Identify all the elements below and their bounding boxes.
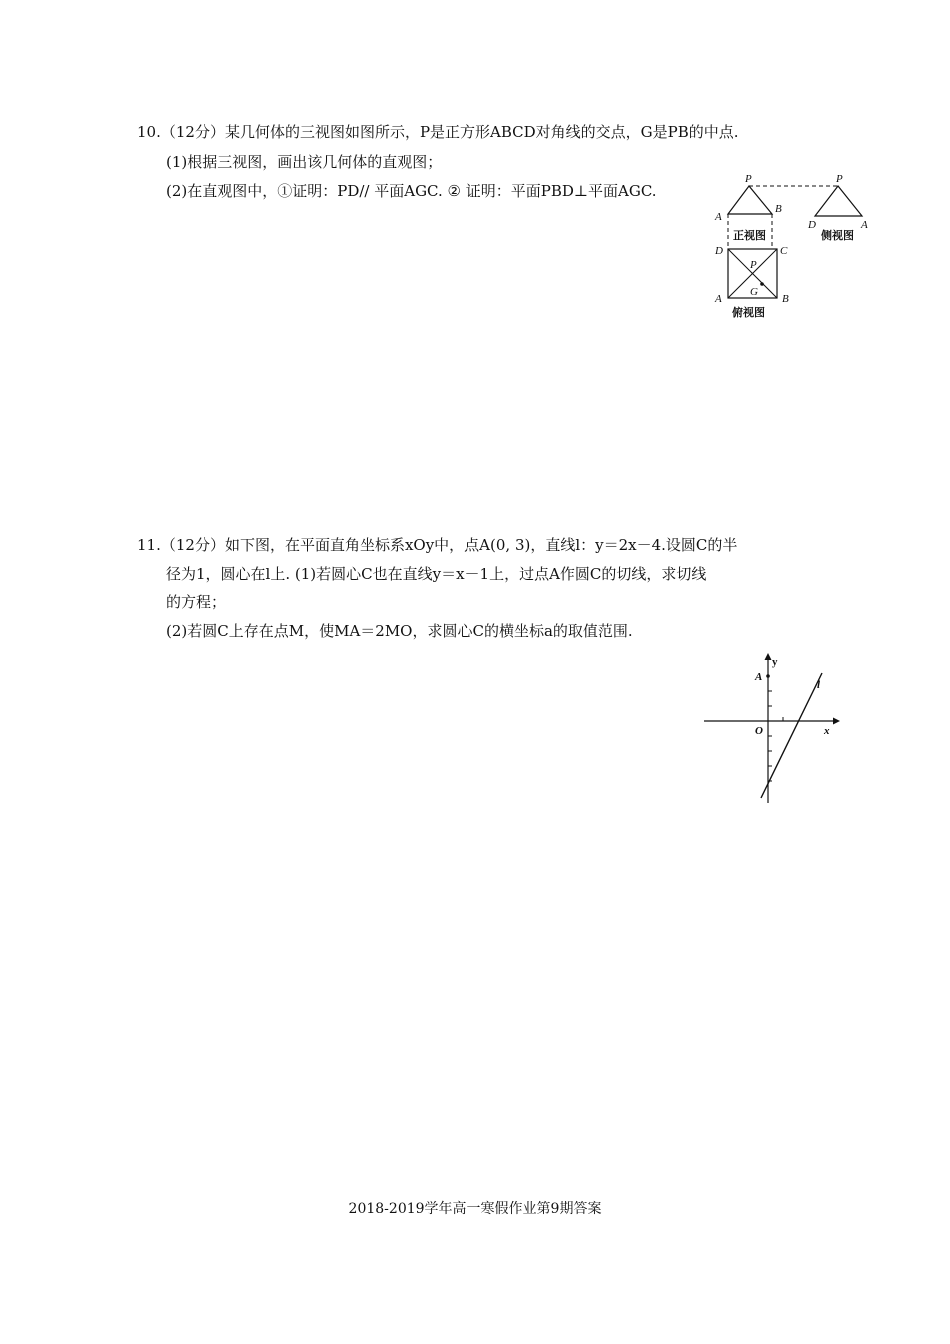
x-axis-arrow [833,718,840,725]
q10-line1: 10.（12分）某几何体的三视图如图所示，P是正方形ABCD对角线的交点，G是PB的中点. [137,123,739,141]
point-a [766,674,770,678]
label-a-side: A [861,219,868,231]
label-a-front: A [715,211,722,223]
label-x: x [824,725,830,737]
three-view-figure [705,168,880,323]
label-l: l [817,679,821,691]
label-front-view: 正视图 [733,230,766,242]
label-a: A [755,671,763,683]
label-top-view: 俯视图 [732,307,765,319]
label-d-top: D [715,245,723,257]
point-g [760,282,764,286]
side-view-triangle [815,186,862,216]
label-a-top: A [715,293,722,305]
page-footer: 2018-2019学年高一寒假作业第9期答案 [348,1201,602,1217]
label-g-top: G [750,286,758,298]
q11-line2: 径为1，圆心在l上. (1)若圆心C也在直线y＝x－1上，过点A作圆C的切线，求切线 [166,565,707,583]
label-side-view: 侧视图 [821,230,854,242]
label-p-side: P [836,173,843,185]
label-y: y [772,656,778,668]
label-p-top: P [750,259,757,271]
label-d-side: D [808,219,816,231]
q10-part2: (2)在直观图中，①证明：PD// 平面AGC. ② 证明：平面PBD⊥平面AGC. [166,182,657,200]
q11-line3: 的方程； [166,593,227,611]
label-b-top: B [782,293,789,305]
coordinate-figure [700,650,845,805]
label-p-front: P [745,173,752,185]
q11-line1: 11.（12分）如下图，在平面直角坐标系xOy中，点A(0, 3)，直线l：y＝2x－4.设圆C的半 [137,536,738,554]
label-b-front: B [775,203,782,215]
y-axis-arrow [765,653,772,660]
label-c-top: C [780,245,788,257]
q10-part1: (1)根据三视图，画出该几何体的直观图； [166,153,443,171]
q11-part2: (2)若圆C上存在点M，使MA＝2MO，求圆心C的横坐标a的取值范围. [166,622,633,640]
label-o: O [755,725,763,737]
front-view-triangle [728,186,772,214]
